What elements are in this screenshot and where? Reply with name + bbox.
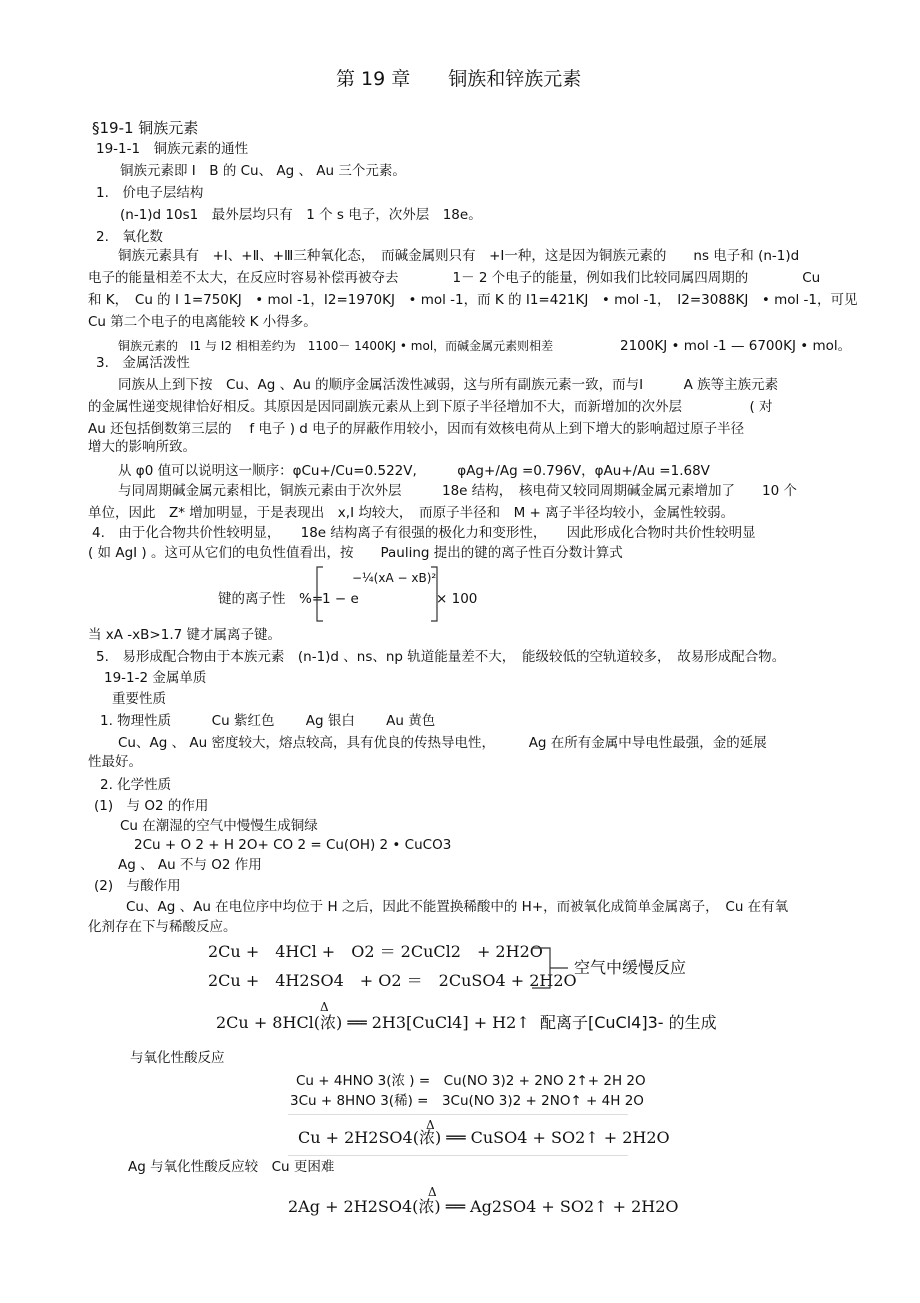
paragraph: Ag 与氧化性酸反应较 Cu 更困难 [128,1159,335,1175]
paragraph: 4. 由于化合物共价性较明显， 18e 结构离子有很强的极化力和变形性， 因此形成化合物时共价性较明显 [92,525,756,541]
paragraph: 铜族元素具有 +Ⅰ、+Ⅱ、+Ⅲ三种氧化态， 而碱金属则只有 +Ⅰ一种，这是因为铜族元素的 ns 电子和 (n-1)d [118,248,800,264]
paragraph: Au 还包括倒数第三层的 f 电子 ) d 电子的屏蔽作用较小，因而有效核电荷从上到下增大的影响超过原子半径 [88,421,745,437]
list-heading: 1. 价电子层结构 [96,185,204,201]
equation: 3Cu + 8HNO 3(稀) = 3Cu(NO 3)2 + 2NO↑ + 4H 2O [290,1093,644,1109]
paragraph: Cu 第二个电子的电离能较 K 小得多。 [88,314,317,330]
list-heading: (2) 与酸作用 [94,878,181,894]
formula-label: 键的离子性 %= [218,591,324,607]
paragraph: 的金属性递变规律恰好相反。其原因是因同副族元素从上到下原子半径增加不大，而新增加的次外层 ( 对 [88,399,773,415]
formula-exponent: −¼(xA − xB)² [352,571,437,585]
paragraph: 单位，因此 Z* 增加明显，于是表现出 x,I 均较大， 而原子半径和 M + 离子半径均较小，金属性较弱。 [88,505,735,521]
paragraph: 和 K， Cu 的 I 1=750KJ • mol -1，I2=1970KJ • mol -1，而 K 的 I1=421KJ • mol -1， I2=3088KJ • mol -1，可见 [88,292,858,308]
equation: 2Cu + O 2 + H 2O+ CO 2 = Cu(OH) 2 • CuCO3 [134,837,452,853]
equation: 2Cu + 4HCl + O2 ＝ 2CuCl2 + 2H2O [208,942,543,961]
paragraph: 同族从上到下按 Cu、Ag 、Au 的顺序金属活泼性减弱，这与所有副族元素一致，而与Ⅰ A 族等主族元素 [118,377,779,393]
equation-note: 配离子[CuCl4]3- 的生成 [540,1013,717,1032]
section-heading: §19-1 铜族元素 [92,119,199,137]
list-heading: 2. 化学性质 [100,777,172,793]
paragraph: 与同周期碱金属元素相比，铜族元素由于次外层 18e 结构， 核电荷又较同周期碱金属元素增加了 10 个 [118,483,797,499]
formula-multiplier: × 100 [436,591,478,607]
paragraph: 5. 易形成配合物由于本族元素 (n-1)d 、ns、np 轨道能量差不大， 能级较低的空轨道较多， 故易形成配合物。 [96,649,786,665]
paragraph: 铜族元素的 I1 与 I2 相相差约为 1100－ 1400KJ • mol，而碱金属元素则相差 [118,339,554,353]
list-heading: (1) 与 O2 的作用 [94,798,209,814]
paragraph: (n-1)d 10s1 最外层均只有 1 个 s 电子，次外层 18e。 [120,207,482,223]
paragraph: 化剂存在下与稀酸反应。 [88,919,237,935]
equation: 2Cu + 4H2SO4 + O2 ＝ 2CuSO4 + 2H2O [208,971,577,990]
sub-heading: 重要性质 [112,691,166,707]
subsection-heading: 19-1-2 金属单质 [104,670,207,686]
equation: Cu + 2H2SO4(浓) ══ CuSO4 + SO2↑ + 2H2O [298,1128,670,1147]
list-heading: 3. 金属活泼性 [96,355,190,371]
paragraph: 从 φ0 值可以说明这一顺序：φCu+/Cu=0.522V, φAg+/Ag =0.796V，φAu+/Au =1.68V [118,463,710,479]
brace-icon [530,944,570,994]
paragraph: 当 xA -xB>1.7 键才属离子键。 [88,627,282,643]
delta-icon: Δ [320,1000,329,1014]
paragraph: 2100KJ • mol -1 — 6700KJ • mol。 [620,338,852,354]
list-heading: 2. 氧化数 [96,229,163,245]
paragraph: 与氧化性酸反应 [130,1050,225,1066]
paragraph: ( 如 AgI ) 。这可从它们的电负性值看出，按 Pauling 提出的键的离子性百分数计算式 [88,545,623,561]
delta-icon: Δ [426,1118,435,1132]
page-title: 第 19 章 铜族和锌族元素 [336,68,582,90]
equation: 2Cu + 8HCl(浓) ══ 2H3[CuCl4] + H2↑ [216,1013,530,1032]
equation-note: 空气中缓慢反应 [574,958,687,977]
paragraph: Cu、Ag 、 Au 密度较大，熔点较高，具有优良的传热导电性， Ag 在所有金属中导电性最强，金的延展 [118,735,767,751]
formula-body: 1 − e [322,591,359,607]
paragraph: 性最好。 [88,754,142,770]
paragraph: 铜族元素即 Ⅰ B 的 Cu、 Ag 、 Au 三个元素。 [120,163,406,179]
list-heading: 1. 物理性质 Cu 紫红色 Ag 银白 Au 黄色 [100,713,436,729]
paragraph: Ag 、 Au 不与 O2 作用 [118,857,262,873]
paragraph: Cu、Ag 、Au 在电位序中均位于 H 之后，因此不能置换稀酸中的 H+，而被氧化成简单金属离子， Cu 在有氧 [126,899,789,915]
delta-icon: Δ [428,1185,437,1199]
equation: Cu + 4HNO 3(浓 ) = Cu(NO 3)2 + 2NO 2↑+ 2H 2O [296,1073,646,1089]
paragraph: Cu 在潮湿的空气中慢慢生成铜绿 [120,818,318,834]
subsection-heading: 19-1-1 铜族元素的通性 [96,141,249,157]
paragraph: 电子的能量相差不太大，在反应时容易补偿再被夺去 1－ 2 个电子的能量，例如我们比较同属四周期的 Cu [88,270,821,286]
equation: 2Ag + 2H2SO4(浓) ══ Ag2SO4 + SO2↑ + 2H2O [288,1197,679,1216]
paragraph: 增大的影响所致。 [88,439,196,455]
